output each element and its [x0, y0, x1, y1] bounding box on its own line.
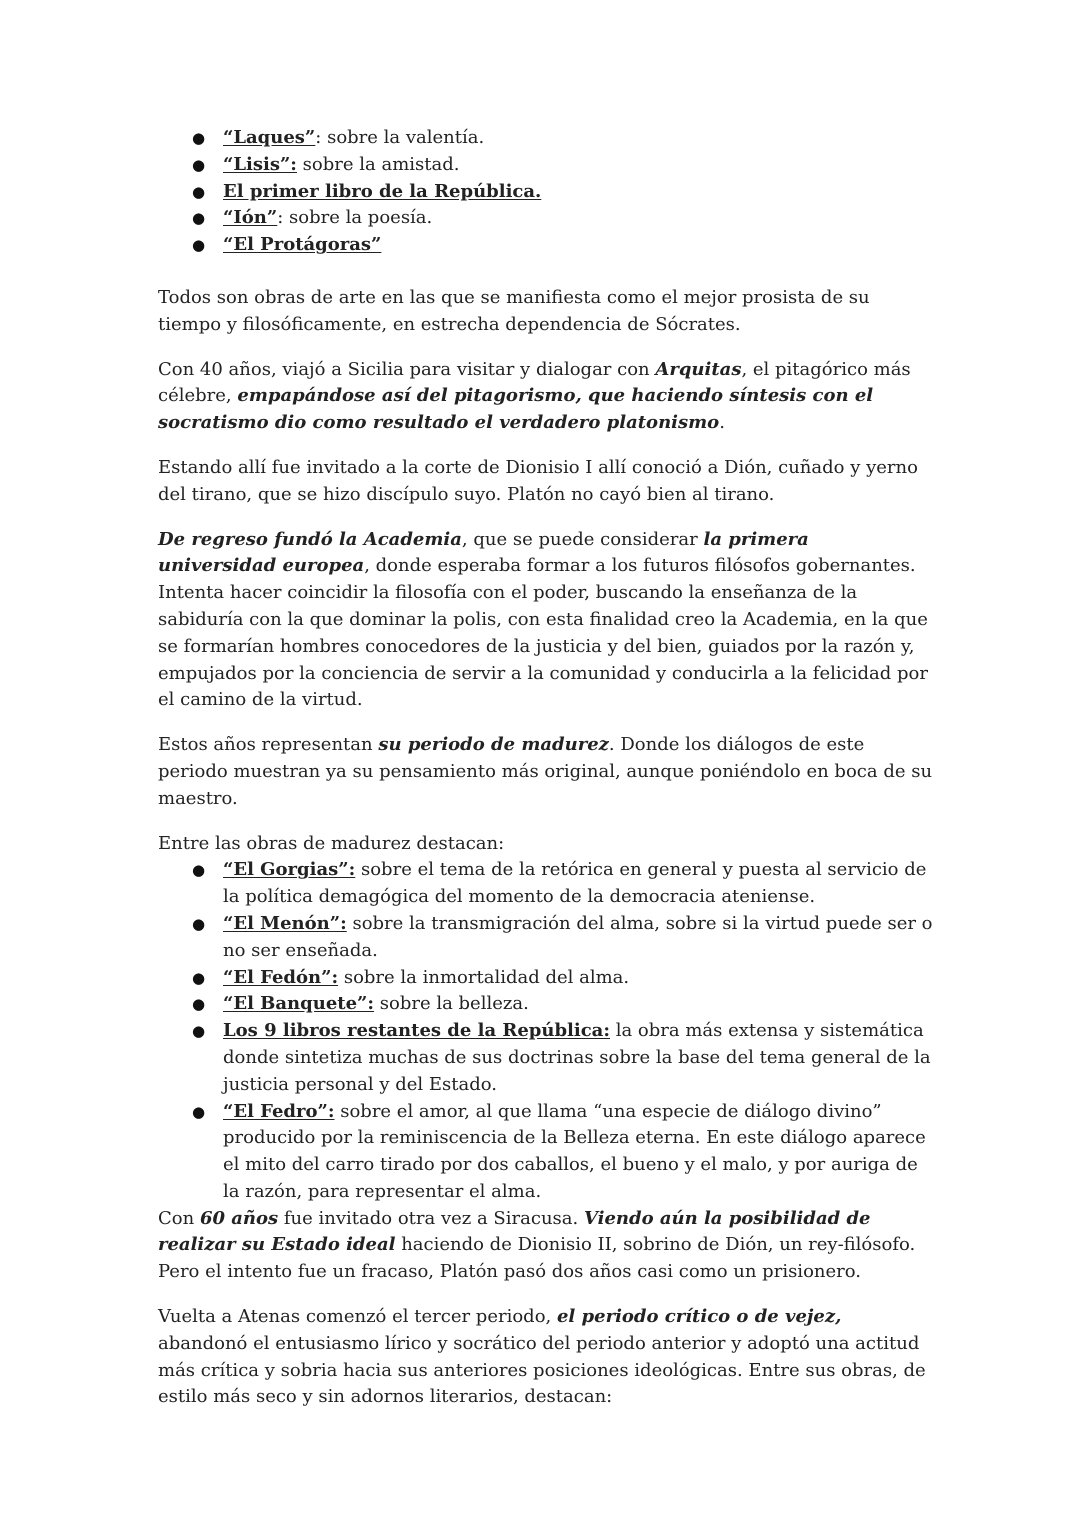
- paragraph-prose: Todos son obras de arte en las que se manifiesta como el mejor prosista de su tiempo y filosóficamente, en estrecha dependencia de Sócrates.: [158, 286, 870, 335]
- work-title: “Lisis”:: [223, 153, 297, 175]
- work-title: “El Fedro”:: [223, 1100, 335, 1122]
- document-page: [158, 125, 933, 1411]
- work-description: sobre la belleza.: [374, 993, 529, 1015]
- work-description: sobre el tema de la retórica en general y puesta al servicio de la política demagógica del momento de la democracia ateniense.: [223, 859, 927, 908]
- text-run: , donde esperaba formar a los futuros filósofos gobernantes. Intenta hacer coincidir la filosofía con el poder, buscando la enseñanza de la sabiduría con la que dominar la polis, con esta finalidad creo la Academia, en la que se formarían hombres conocedores de la justicia y del bien, guiados por la razón y, empujados por la conciencia de servir a la comunidad y conducirla a la felicidad por el camino de la virtud.: [158, 555, 928, 711]
- emphasis: su periodo de madurez: [378, 734, 609, 756]
- list-item: [158, 125, 933, 152]
- list-item: [158, 965, 933, 992]
- text-run: Con: [158, 1207, 200, 1229]
- paragraph-siracusa: [158, 1206, 933, 1286]
- work-description: : sobre la poesía.: [277, 207, 433, 229]
- work-title: “Ión”: [223, 207, 278, 229]
- paragraph-academia: [158, 527, 933, 715]
- work-title: Los 9 libros restantes de la República:: [223, 1020, 610, 1042]
- list-item: [158, 857, 933, 911]
- text-run: fue invitado otra vez a Siracusa.: [278, 1207, 584, 1229]
- text-run: . Donde los diálogos de este periodo muestran ya su pensamiento más original, aunque poniéndolo en boca de su maestro.: [158, 734, 933, 809]
- work-title: “El Protágoras”: [223, 234, 382, 256]
- work-title: “El Fedón”:: [223, 966, 339, 988]
- text-run: Con 40 años, viajó a Sicilia para visitar y dialogar con: [158, 358, 656, 380]
- list-item: [158, 1099, 933, 1206]
- paragraph-dionisio: Estando allí fue invitado a la corte de Dionisio I allí conoció a Dión, cuñado y yerno del tirano, que se hizo discípulo suyo. Platón no cayó bien al tirano.: [158, 456, 918, 505]
- emphasis: el periodo crítico o de vejez,: [556, 1306, 842, 1328]
- work-description: : sobre la valentía.: [315, 127, 485, 148]
- text-run: haciendo de Dionisio II, sobrino de Dión, un rey-filósofo. Pero el intento fue un fracaso, Platón pasó dos años casi como un prisionero.: [158, 1234, 916, 1283]
- work-title: “Laques”: [223, 127, 316, 148]
- emphasis: empapándose así del pitagorismo, que haciendo síntesis con el socratismo dio como resultado el verdadero platonismo: [158, 385, 874, 434]
- list-item: [158, 911, 933, 965]
- text-run: abandonó el entusiasmo lírico y socrático del periodo anterior y adoptó una actitud más crítica y sobria hacia sus anteriores posiciones ideológicas. Entre sus obras, de estilo más seco y sin adornos literarios, destacan:: [158, 1332, 926, 1408]
- early-works-list: [158, 125, 933, 259]
- work-description: sobre la amistad.: [296, 153, 460, 175]
- text-run: , el pitagórico más célebre,: [158, 358, 911, 407]
- work-title: “El Gorgias”:: [223, 859, 356, 881]
- list-item: [158, 1018, 933, 1098]
- work-title: El primer libro de la República.: [223, 180, 542, 202]
- text-run: Estos años representan: [158, 734, 379, 756]
- work-description: sobre la inmortalidad del alma.: [338, 966, 630, 988]
- emphasis: 60 años: [199, 1207, 279, 1229]
- paragraph-sicily: [158, 357, 933, 437]
- work-title: “El Menón”:: [223, 912, 347, 934]
- text-run: .: [719, 412, 725, 434]
- paragraph-intro-list: Entre las obras de madurez destacan:: [158, 832, 505, 854]
- text-run: , que se puede considerar: [461, 528, 704, 550]
- paragraph-vejez: [158, 1304, 933, 1411]
- emphasis: Viendo aún la posibilidad de realizar su Estado ideal: [158, 1207, 871, 1256]
- text-run: Vuelta a Atenas comenzó el tercer periodo,: [158, 1306, 557, 1328]
- emphasis: Arquitas: [655, 358, 742, 380]
- emphasis: De regreso fundó la Academia: [158, 528, 462, 550]
- work-description: sobre el amor, al que llama “una especie de diálogo divino” producido por la reminiscencia de la Belleza eterna. En este diálogo aparece el mito del carro tirado por dos caballos, el bueno y el malo, y por auriga de la razón, para representar el alma.: [223, 1100, 926, 1202]
- list-item: [158, 205, 933, 232]
- work-description: sobre la transmigración del alma, sobre si la virtud puede ser o no ser enseñada.: [223, 912, 933, 961]
- emphasis: la primera universidad europea: [158, 528, 809, 577]
- work-title: “El Banquete”:: [223, 993, 375, 1015]
- work-description: la obra más extensa y sistemática donde sintetiza muchas de sus doctrinas sobre la base del tema general de la justicia personal y del Estado.: [223, 1020, 931, 1095]
- paragraph-madurez: [158, 732, 933, 812]
- list-item: [158, 991, 933, 1018]
- list-item: [158, 232, 933, 259]
- list-item: [158, 179, 933, 206]
- list-item: [158, 152, 933, 179]
- mature-works-list: [158, 857, 933, 1205]
